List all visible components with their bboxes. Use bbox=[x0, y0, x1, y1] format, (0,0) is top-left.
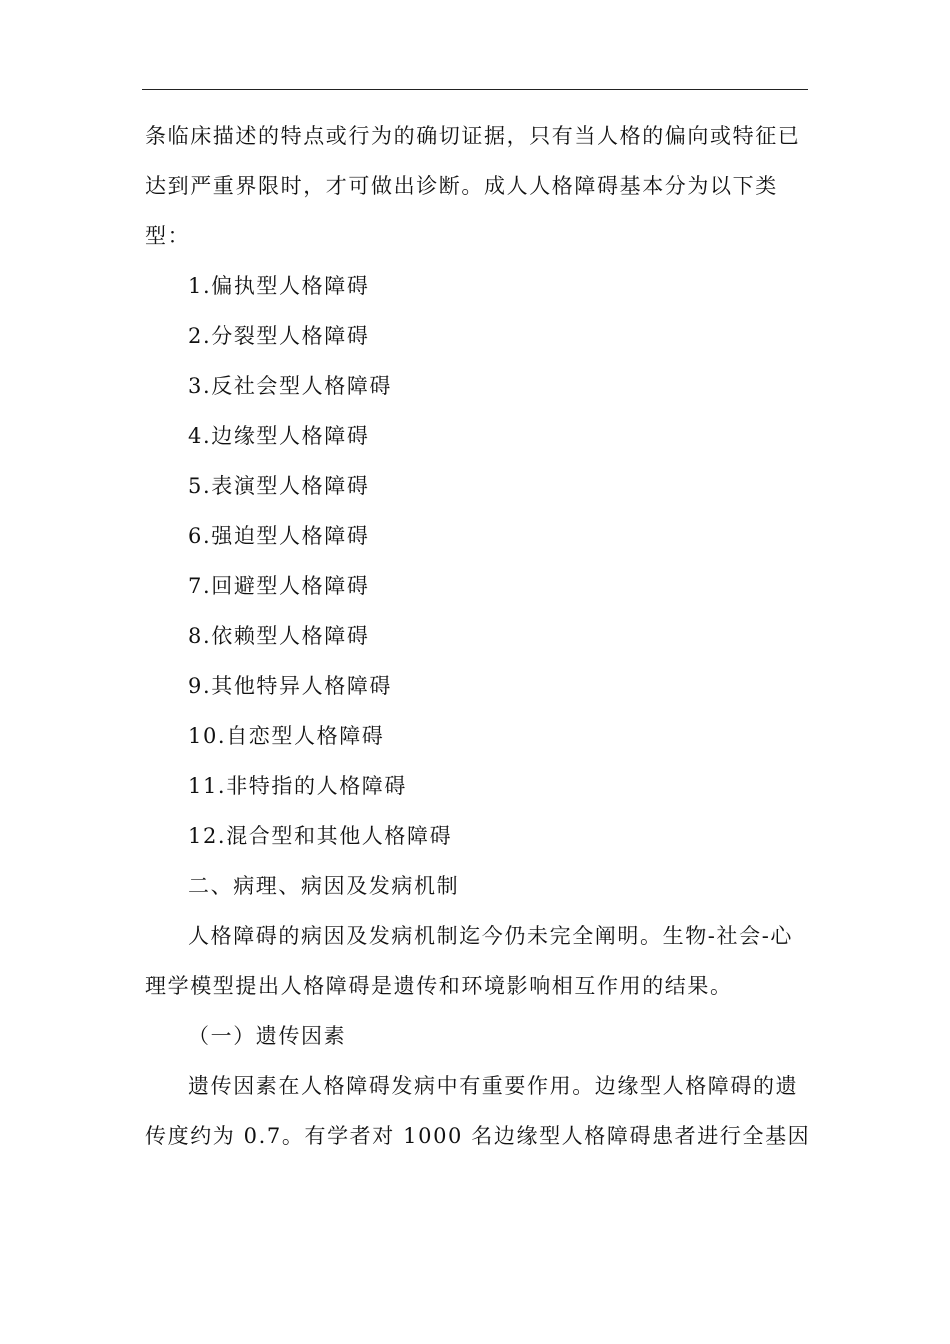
paragraph-line: 理学模型提出人格障碍是遗传和环境影响相互作用的结果。 bbox=[145, 974, 733, 998]
paragraph-line: 遗传因素在人格障碍发病中有重要作用。边缘型人格障碍的遗 bbox=[188, 1074, 799, 1098]
list-item: 9.其他特异人格障碍 bbox=[188, 674, 393, 698]
list-item: 6.强迫型人格障碍 bbox=[188, 524, 370, 548]
list-item: 3.反社会型人格障碍 bbox=[188, 374, 393, 398]
header-rule bbox=[142, 89, 808, 90]
document-body bbox=[145, 111, 811, 1161]
list-item: 10.自恋型人格障碍 bbox=[188, 724, 385, 748]
paragraph-line: 传度约为 0.7。有学者对 1000 名边缘型人格障碍患者进行全基因 bbox=[145, 1124, 811, 1148]
subsection-heading: （一）遗传因素 bbox=[188, 1024, 347, 1048]
list-item: 1.偏执型人格障碍 bbox=[188, 274, 370, 298]
list-item: 7.回避型人格障碍 bbox=[188, 574, 370, 598]
list-item: 2.分裂型人格障碍 bbox=[188, 324, 370, 348]
paragraph-line: 条临床描述的特点或行为的确切证据，只有当人格的偏向或特征已 bbox=[145, 124, 801, 148]
list-item: 4.边缘型人格障碍 bbox=[188, 424, 370, 448]
paragraph-line: 达到严重界限时，才可做出诊断。成人人格障碍基本分为以下类 bbox=[145, 174, 778, 198]
list-item: 11.非特指的人格障碍 bbox=[188, 774, 407, 798]
paragraph-line: 型： bbox=[145, 224, 191, 248]
list-item: 5.表演型人格障碍 bbox=[188, 474, 370, 498]
list-item: 12.混合型和其他人格障碍 bbox=[188, 824, 453, 848]
paragraph-line: 人格障碍的病因及发病机制迄今仍未完全阐明。生物-社会-心 bbox=[188, 924, 793, 948]
list-item: 8.依赖型人格障碍 bbox=[188, 624, 370, 648]
section-heading: 二、病理、病因及发病机制 bbox=[188, 874, 460, 898]
